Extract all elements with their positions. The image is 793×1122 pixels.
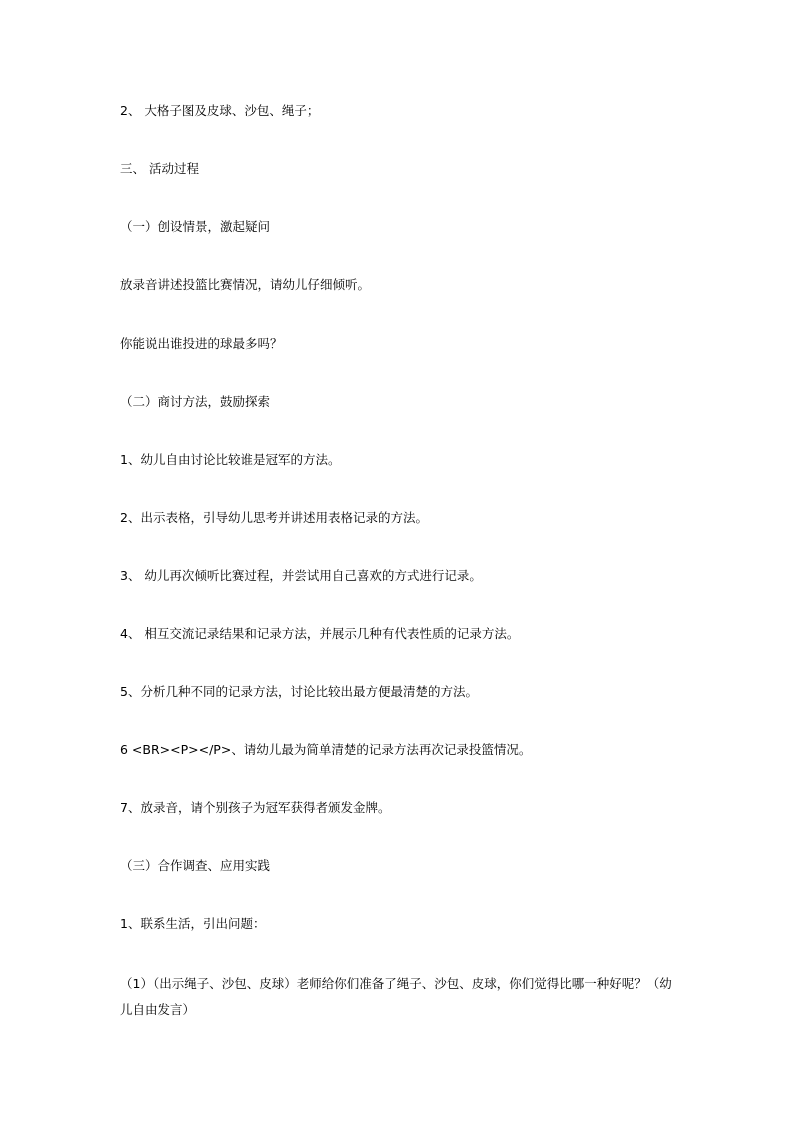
subsection-heading-3: （三）合作调查、应用实践 bbox=[120, 858, 271, 873]
list-item-2: 2、出示表格，引导幼儿思考并讲述用表格记录的方法。 bbox=[120, 510, 428, 525]
paragraph: 放录音讲述投篮比赛情况，请幼儿仔细倾听。 bbox=[120, 277, 371, 292]
list-item-4: 4、 相互交流记录结果和记录方法，并展示几种有代表性质的记录方法。 bbox=[120, 626, 520, 641]
list-item-7: 7、放录音，请个别孩子为冠军获得者颁发金牌。 bbox=[120, 800, 391, 815]
paragraph: 你能说出谁投进的球最多吗？ bbox=[120, 336, 283, 351]
list-item-6: 6 <BR><P></P>、请幼儿最为简单清楚的记录方法再次记录投篮情况。 bbox=[120, 742, 532, 757]
list-item-1: 1、幼儿自由讨论比较谁是冠军的方法。 bbox=[120, 452, 341, 467]
list-item-3: 3、 幼儿再次倾听比赛过程，并尝试用自己喜欢的方式进行记录。 bbox=[120, 568, 482, 583]
paragraph-question: （1）（出示绳子、沙包、皮球）老师给你们准备了绳子、沙包、皮球，你们觉得比哪一种好呢？（幼儿自由发言） bbox=[120, 976, 672, 1017]
list-item-1: 1、联系生活，引出问题： bbox=[120, 916, 266, 931]
material-item-2: 2、 大格子图及皮球、沙包、绳子； bbox=[120, 103, 320, 118]
subsection-heading-2: （二）商讨方法，鼓励探索 bbox=[120, 394, 271, 409]
section-heading-activity-process: 三、 活动过程 bbox=[120, 161, 199, 176]
subsection-heading-1: （一）创设情景，激起疑问 bbox=[120, 219, 271, 234]
list-item-5: 5、分析几种不同的记录方法，讨论比较出最方便最清楚的方法。 bbox=[120, 684, 478, 699]
